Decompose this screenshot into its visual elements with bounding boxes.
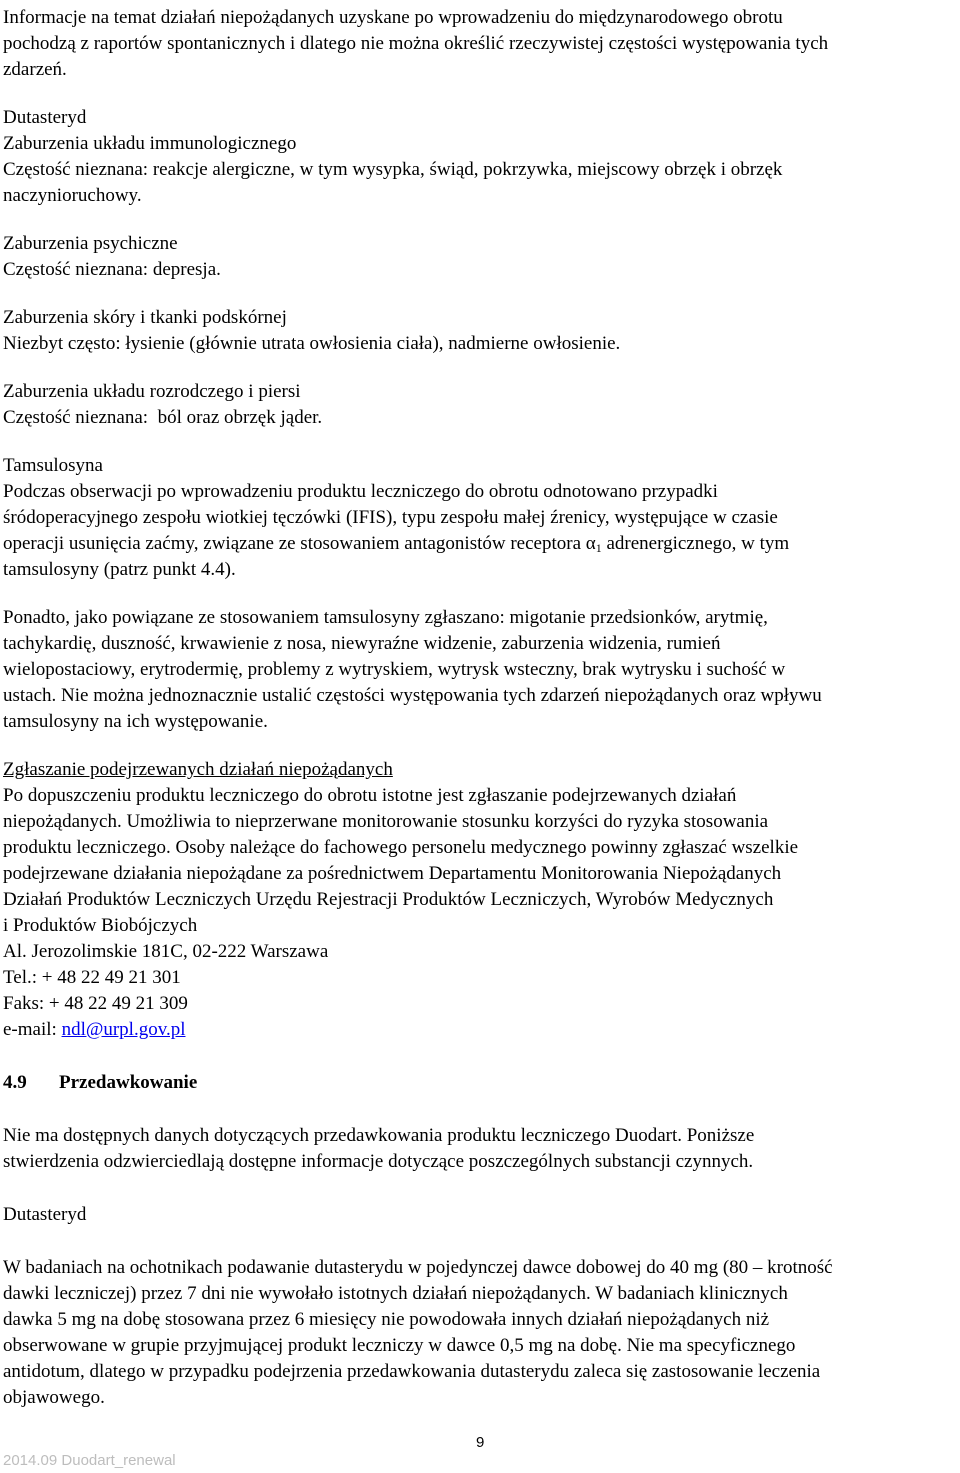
category-heading: Zaburzenia psychiczne — [3, 233, 178, 254]
substance-heading: Dutasteryd — [3, 107, 87, 128]
text-line: Częstość nieznana: depresja. — [3, 259, 221, 280]
text-line: i Produktów Biobójczych — [3, 915, 198, 936]
text-fragment: operacji usunięcia zaćmy, związane ze stosowaniem antagonistów receptora α — [3, 533, 596, 554]
page-number: 9 — [476, 1434, 485, 1451]
text-line: tamsulosyny na ich występowanie. — [3, 711, 268, 732]
reporting-heading: Zgłaszanie podejrzewanych działań niepożądanych — [3, 759, 393, 780]
text-line: dawki leczniczej) przez 7 dni nie wywołało istotnych działań niepożądanych. W badaniach klinicznych — [3, 1283, 788, 1304]
text-line: Działań Produktów Leczniczych Urzędu Rejestracji Produktów Leczniczych, Wyrobów Medycznych — [3, 889, 774, 910]
category-heading: Zaburzenia układu immunologicznego — [3, 133, 297, 154]
text-line: objawowego. — [3, 1387, 105, 1408]
substance-heading: Tamsulosyna — [3, 455, 103, 476]
text-line: obserwowane w grupie przyjmującej produkt leczniczy w dawce 0,5 mg na dobę. Nie ma specyficznego — [3, 1335, 796, 1356]
phone-line: Tel.: + 48 22 49 21 301 — [3, 967, 181, 988]
text-line: ustach. Nie można jednoznacznie ustalić częstości występowania tych zdarzeń niepożądanych oraz wpływu — [3, 685, 822, 706]
text-line — [3, 531, 958, 557]
section-number: 4.9 — [3, 1072, 27, 1093]
text-line: Informacje na temat działań niepożądanych uzyskane po wprowadzeniu do międzynarodowego obrotu — [3, 7, 783, 28]
subscript: 1 — [595, 541, 602, 555]
substance-heading: Dutasteryd — [3, 1204, 87, 1225]
text-line: Po dopuszczeniu produktu leczniczego do obrotu istotne jest zgłaszanie podejrzewanych działań — [3, 785, 737, 806]
section-heading — [3, 1070, 958, 1096]
text-line: zdarzeń. — [3, 59, 67, 80]
text-line: wielopostaciowy, erytrodermię, problemy z wytryskiem, wytrysk wsteczny, brak wytrysku i suchość w — [3, 659, 786, 680]
text-line: Częstość nieznana: ból oraz obrzęk jąder. — [3, 407, 323, 428]
text-line: podejrzewane działania niepożądane za pośrednictwem Departamentu Monitorowania Niepożądanych — [3, 863, 782, 884]
text-line: W badaniach na ochotnikach podawanie dutasterydu w pojedynczej dawce dobowej do 40 mg (80 – krotność — [3, 1257, 833, 1278]
text-line: niepożądanych. Umożliwia to nieprzerwane monitorowanie stosunku korzyści do ryzyka stosowania — [3, 811, 769, 832]
text-line: Podczas obserwacji po wprowadzeniu produktu leczniczego do obrotu odnotowano przypadki — [3, 481, 718, 502]
document-page — [3, 5, 958, 1411]
text-line: produktu leczniczego. Osoby należące do fachowego personelu medycznego powinny zgłaszać wszelkie — [3, 837, 799, 858]
text-line: Częstość nieznana: reakcje alergiczne, w tym wysypka, świąd, pokrzywka, miejscowy obrzęk i obrzęk — [3, 159, 783, 180]
email-link[interactable]: ndl@urpl.gov.pl — [61, 1019, 186, 1040]
text-line: Niezbyt często: łysienie (głównie utrata owłosienia ciała), nadmierne owłosienie. — [3, 333, 621, 354]
text-line: Ponadto, jako powiązane ze stosowaniem tamsulosyny zgłaszano: migotanie przedsionków, arytmię, — [3, 607, 768, 628]
address-line: Al. Jerozolimskie 181C, 02-222 Warszawa — [3, 941, 329, 962]
category-heading: Zaburzenia skóry i tkanki podskórnej — [3, 307, 287, 328]
text-line: antidotum, dlatego w przypadku podejrzenia przedawkowania dutasterydu zaleca się zastosowanie leczenia — [3, 1361, 821, 1382]
text-line: tamsulosyny (patrz punkt 4.4). — [3, 559, 236, 580]
dutasteryd-adverse-section — [3, 105, 958, 431]
category-heading: Zaburzenia układu rozrodczego i piersi — [3, 381, 301, 402]
text-fragment: adrenergicznego, w tym — [601, 533, 790, 554]
section-title: Przedawkowanie — [59, 1072, 198, 1093]
intro-paragraph — [3, 5, 958, 83]
text-line: Nie ma dostępnych danych dotyczących przedawkowania produktu leczniczego Duodart. Poniższe — [3, 1125, 755, 1146]
text-line: tachykardię, duszność, krwawienie z nosa, niewyraźne widzenie, zaburzenia widzenia, rumień — [3, 633, 721, 654]
email-label: e-mail: — [3, 1019, 62, 1040]
section-4-9 — [3, 1070, 958, 1411]
text-line: naczynioruchowy. — [3, 185, 142, 206]
reporting-section — [3, 757, 958, 1043]
text-line: śródoperacyjnego zespołu wiotkiej tęczówki (IFIS), typu zespołu małej źrenicy, występujące w czasie — [3, 507, 778, 528]
footer-doc-label: 2014.09 Duodart_renewal — [3, 1452, 176, 1469]
text-line: pochodzą z raportów spontanicznych i dlatego nie można określić rzeczywistej częstości występowania tych — [3, 33, 829, 54]
email-line — [3, 1017, 958, 1043]
text-line: dawka 5 mg na dobę stosowana przez 6 miesięcy nie powodowała innych działań niepożądanych niż — [3, 1309, 770, 1330]
fax-line: Faks: + 48 22 49 21 309 — [3, 993, 188, 1014]
text-line: stwierdzenia odzwierciedlają dostępne informacje dotyczące poszczególnych substancji czynnych. — [3, 1151, 754, 1172]
tamsulosyna-adverse-section — [3, 453, 958, 735]
